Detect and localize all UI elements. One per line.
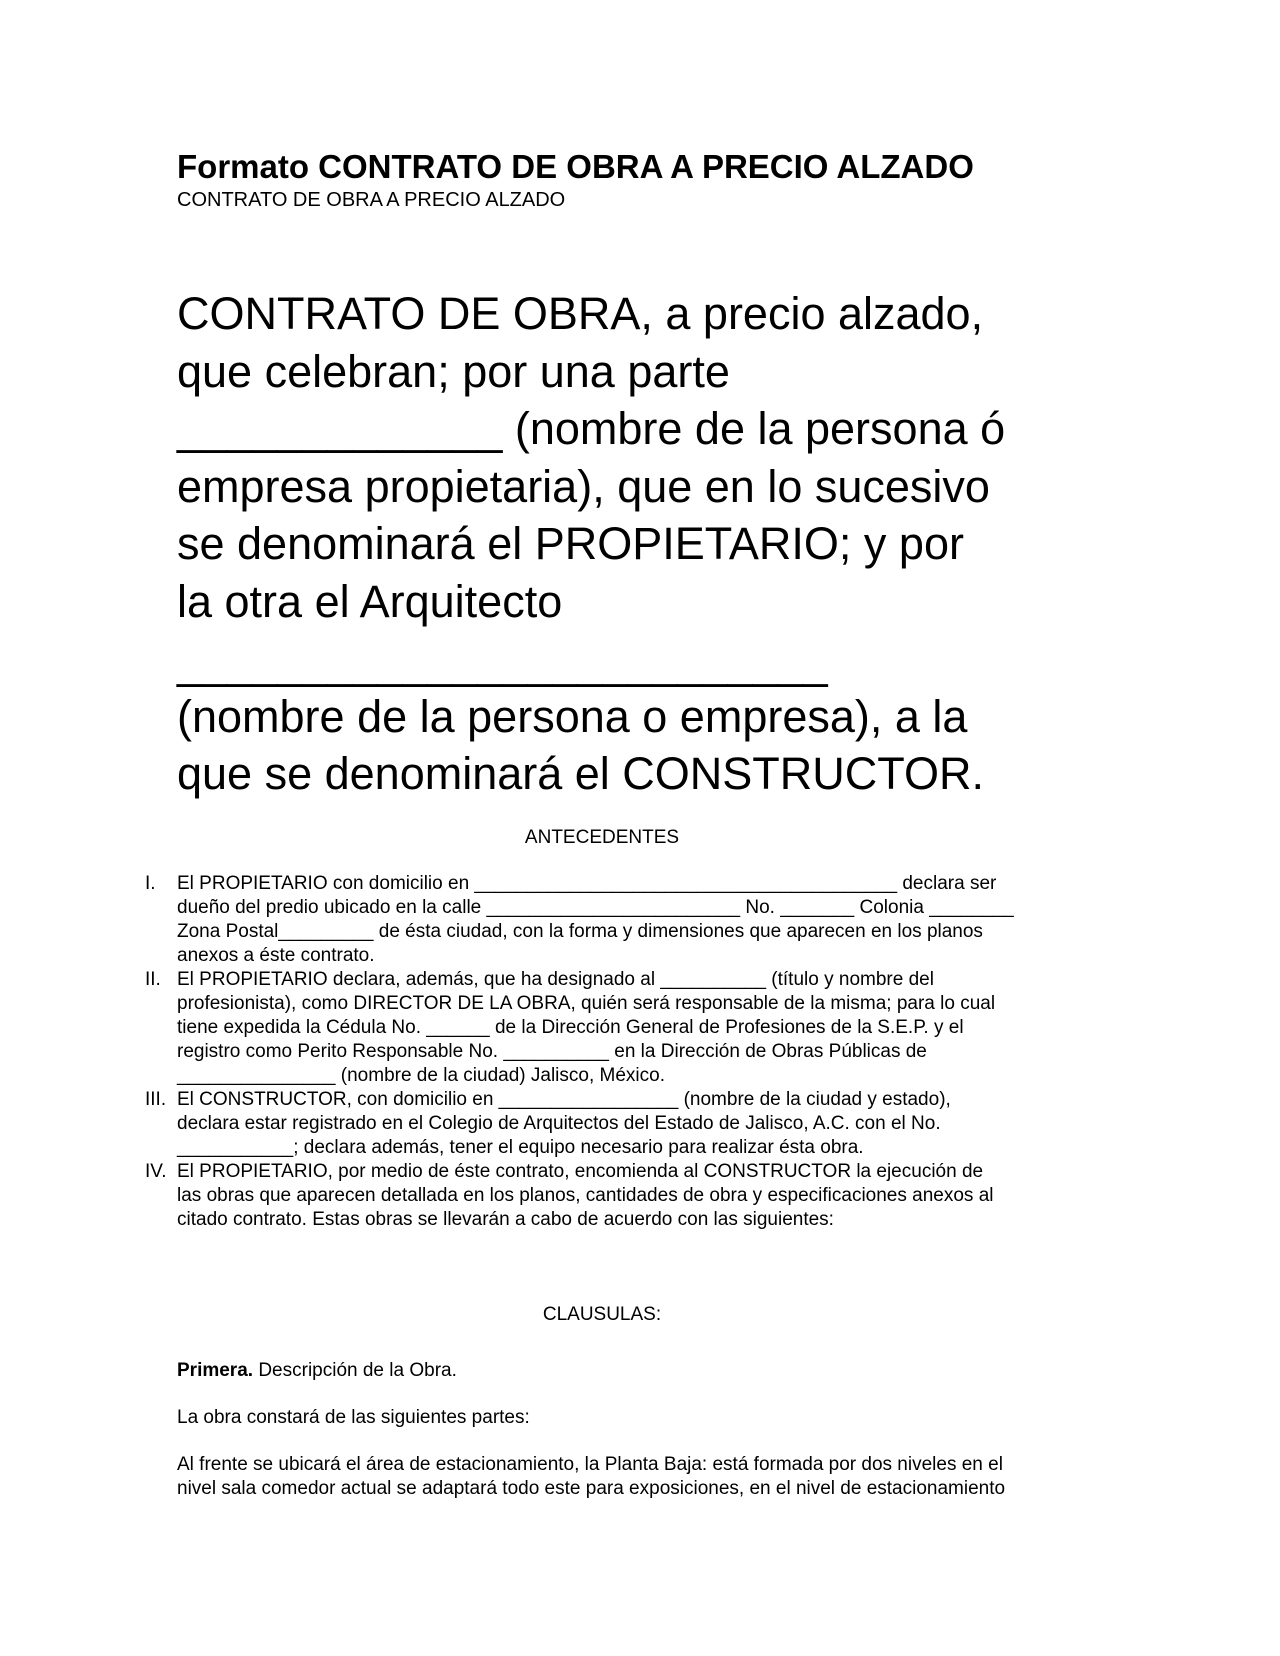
intro-line: (nombre de la persona o empresa), a la [177, 690, 968, 742]
intro-line: se denominará el PROPIETARIO; y por [177, 518, 964, 569]
antecedente-item [145, 1088, 1105, 1160]
antecedente-line: El PROPIETARIO, por medio de éste contrato, encomienda al CONSTRUCTOR la ejecución de [177, 1161, 984, 1182]
document-title: Formato CONTRATO DE OBRA A PRECIO ALZADO [177, 148, 974, 185]
antecedente-line: profesionista), como DIRECTOR DE LA OBRA, quién será responsable de la misma; para lo cual [177, 993, 996, 1014]
antecedente-line: ___________; declara además, tener el equipo necesario para realizar ésta obra. [177, 1137, 864, 1158]
antecedente-number: IV. [145, 1161, 167, 1182]
intro-line: que celebran; por una parte [177, 345, 730, 397]
frente-paragraph [177, 1453, 1117, 1501]
clausula-primera [177, 1359, 1117, 1383]
antecedente-line: _______________ (nombre de la ciudad) Jalisco, México. [177, 1065, 665, 1086]
antecedente-item [145, 1160, 1105, 1232]
antecedente-line: declara estar registrado en el Colegio de Arquitectos del Estado de Jalisco, A.C. con el No. [177, 1113, 941, 1134]
antecedente-line: El PROPIETARIO con domicilio en ________________________________________ declara ser [177, 873, 997, 894]
antecedente-line: anexos a éste contrato. [177, 945, 375, 966]
antecedente-line: registro como Perito Responsable No. __________ en la Dirección de Obras Públicas de [177, 1041, 927, 1062]
antecedente-line: citado contrato. Estas obras se llevarán a cabo de acuerdo con las siguientes: [177, 1209, 834, 1230]
clausulas-heading: CLAUSULAS: [542, 1304, 662, 1325]
intro-line: __________________________ [177, 637, 828, 688]
antecedente-number: III. [145, 1089, 167, 1110]
document-subtitle: CONTRATO DE OBRA A PRECIO ALZADO [177, 189, 566, 211]
antecedente-number: II. [145, 969, 161, 990]
intro-line: empresa propietaria), que en lo sucesivo [177, 460, 990, 512]
antecedente-line: El CONSTRUCTOR, con domicilio en _________________ (nombre de la ciudad y estado), [177, 1089, 951, 1110]
paragraph-line: Al frente se ubicará el área de estacionamiento, la Planta Baja: está formada por dos niveles en el [177, 1454, 1003, 1475]
antecedente-line: El PROPIETARIO declara, además, que ha designado al __________ (título y nombre del [177, 969, 934, 990]
antecedente-number: I. [145, 873, 156, 894]
intro-line: _____________ (nombre de la persona ó [177, 403, 1006, 454]
antecedente-line: dueño del predio ubicado en la calle ________________________ No. _______ Colonia ________ [177, 897, 1014, 918]
antecedente-item [145, 968, 1105, 1088]
antecedente-line: Zona Postal_________ de ésta ciudad, con la forma y dimensiones que aparecen en los planos [177, 921, 983, 942]
paragraph-line: nivel sala comedor actual se adaptará todo este para exposiciones, en el nivel de estacionamiento [177, 1478, 1006, 1499]
contract-intro [177, 285, 1117, 803]
partes-paragraph: La obra constará de las siguientes partes: [177, 1407, 530, 1428]
antecedente-line: tiene expedida la Cédula No. ______ de la Dirección General de Profesiones de la S.E.P. y el [177, 1017, 964, 1038]
intro-line: CONTRATO DE OBRA, a precio alzado, [177, 288, 984, 339]
intro-line: que se denominará el CONSTRUCTOR. [177, 748, 984, 799]
antecedente-line: las obras que aparecen detallada en los planos, cantidades de obra y especificaciones anexos al [177, 1185, 994, 1206]
antecedentes-list [145, 872, 1105, 1232]
antecedente-item [145, 872, 1105, 968]
intro-line: la otra el Arquitecto [177, 575, 563, 627]
clausula-label: Primera. [177, 1360, 254, 1381]
antecedentes-heading: ANTECEDENTES [524, 827, 680, 848]
clausula-title: Descripción de la Obra. [253, 1360, 457, 1381]
